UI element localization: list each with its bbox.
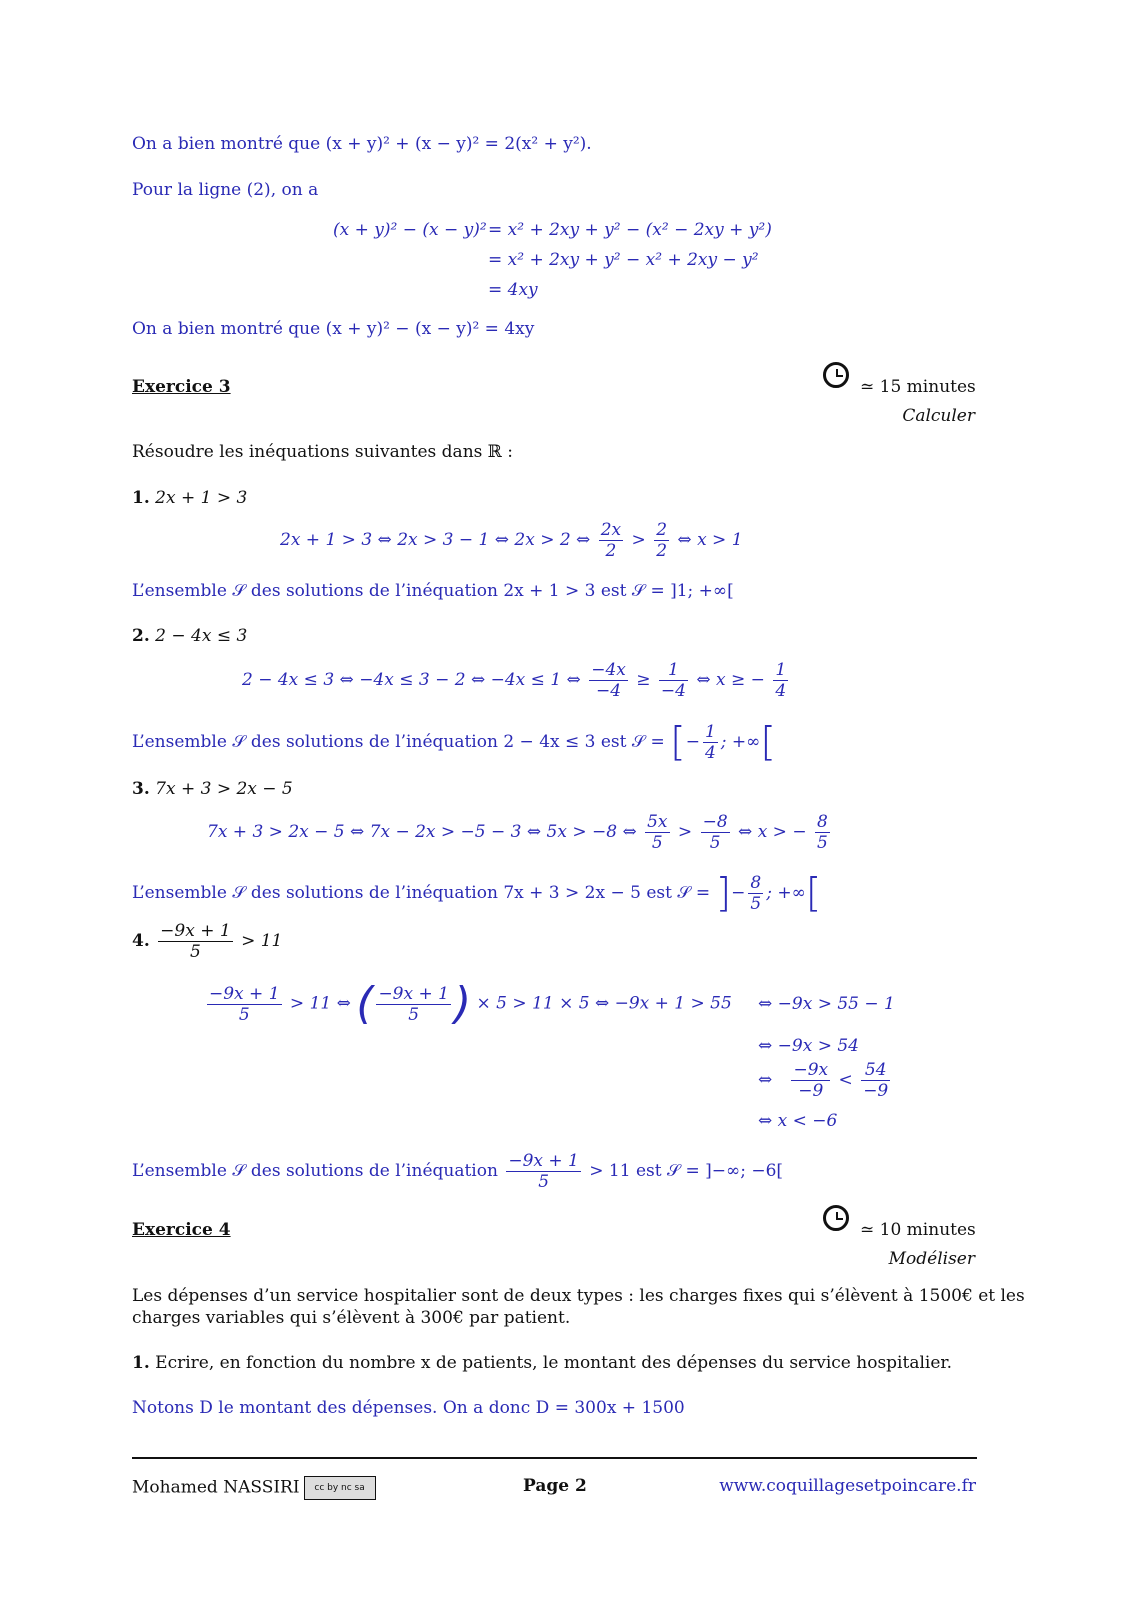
author-name: Mohamed NASSIRI (132, 1477, 300, 1498)
relation: > (631, 530, 646, 550)
exercise-3-statement: Résoudre les inéquations suivantes dans ℝ : (132, 442, 514, 462)
question-number: 4. (132, 931, 150, 951)
clock-icon (823, 1205, 849, 1231)
left-parenthesis: ( (356, 978, 374, 1029)
intro-line-2: Pour la ligne (2), on a (132, 180, 319, 200)
exercise-4-skill: Modéliser (888, 1249, 975, 1269)
relation: ≥ (636, 670, 651, 690)
cc-license-icon: cc by nc sa (304, 1476, 376, 1500)
exercise-4-question-1 (132, 1353, 952, 1373)
q3-solution (132, 870, 822, 917)
fraction: $\frac{8}{5}$ (816, 812, 828, 853)
question-3 (132, 779, 293, 799)
clock-icon (823, 362, 849, 388)
q4-line-2: ⇔ −9x > 54 (758, 1036, 859, 1056)
exercise-4-statement-line-1: Les dépenses d’un service hospitalier sont de deux types : les charges fixes qui s’élèvent à 1500€ et les (132, 1286, 1025, 1306)
footer-rule (132, 1457, 977, 1459)
fraction: $\frac{8}{5}$ (750, 873, 762, 914)
align-row-3: = 4xy (488, 280, 538, 300)
q4-line-1 (204, 978, 732, 1029)
interval-bound: ; +∞ (720, 732, 761, 752)
chain-part: > 11 ⇔ (289, 993, 351, 1014)
question-number: 1. (132, 488, 150, 508)
q2-equivalence-chain (242, 660, 791, 701)
minus-sign: − (685, 732, 700, 752)
intro-line-1: On a bien montré que (x + y)² + (x − y)² = 2(x² + y²). (132, 134, 592, 154)
fraction: $\frac{-9x + 1}{5}$ (160, 921, 231, 962)
exercise-3-title: Exercice 3 (132, 377, 231, 397)
solution-text: L’ensemble 𝒮 des solutions de l’inéquation 2 − 4x ≤ 3 est 𝒮 = (132, 732, 665, 752)
exercise-4-answer-1: Notons D le montant des dépenses. On a donc D = 300x + 1500 (132, 1398, 685, 1418)
interval-bracket: [ (670, 719, 686, 766)
question-text: 7x + 3 > 2x − 5 (155, 779, 293, 799)
exercise-3-time: ≃ 15 minutes (860, 377, 976, 397)
interval-bracket: [ (805, 870, 822, 917)
q3-equivalence-chain (207, 812, 833, 853)
fraction: $\frac{-8}{5}$ (702, 812, 728, 853)
relation: > (677, 822, 693, 842)
fraction: $\frac{-9x}{-9}$ (793, 1060, 829, 1101)
question-number: 1. (132, 1353, 150, 1373)
q4-line-4: ⇔ x < −6 (758, 1111, 838, 1131)
chain-part: 2x + 1 > 3 ⇔ 2x > 3 − 1 ⇔ 2x > 2 ⇔ (280, 530, 591, 550)
question-number: 2. (132, 626, 150, 646)
chain-part: 2 − 4x ≤ 3 ⇔ −4x ≤ 3 − 2 ⇔ −4x ≤ 1 ⇔ (242, 670, 581, 690)
q2-solution (132, 719, 776, 766)
question-text: Ecrire, en fonction du nombre x de patients, le montant des dépenses du service hospitalier. (155, 1353, 953, 1373)
fraction: $\frac{1}{4}$ (775, 660, 787, 701)
fraction: $\frac{1}{4}$ (704, 722, 716, 763)
align-row-1: = x² + 2xy + y² − (x² − 2xy + y²) (488, 220, 772, 240)
intro-line-3: On a bien montré que (x + y)² − (x − y)² = 4xy (132, 319, 535, 339)
chain-part: ⇔ x > − (738, 822, 807, 842)
solution-text: L’ensemble 𝒮 des solutions de l’inéquation (132, 1161, 498, 1181)
question-text: 2 − 4x ≤ 3 (155, 626, 248, 646)
q4-line-1-end: ⇔ −9x > 55 − 1 (758, 994, 895, 1014)
interval-bracket: [ (760, 719, 776, 766)
fraction: $\frac{-4x}{-4}$ (591, 660, 626, 701)
footer-website-link[interactable]: www.coquillagesetpoincare.fr (719, 1476, 976, 1496)
chain-part: × 5 > 11 × 5 ⇔ −9x + 1 > 55 (476, 993, 732, 1014)
exercise-4-title: Exercice 4 (132, 1220, 231, 1240)
align-row-2: = x² + 2xy + y² − x² + 2xy − y² (488, 250, 759, 270)
fraction: $\frac{1}{-4}$ (660, 660, 686, 701)
align-lhs: (x + y)² − (x − y)² (333, 220, 487, 240)
fraction: $\frac{2}{2}$ (656, 520, 668, 561)
interval-bracket: ] (715, 870, 732, 917)
fraction: $\frac{5x}{5}$ (647, 812, 668, 853)
question-number: 3. (132, 779, 150, 799)
fraction: $\frac{-9x + 1}{5}$ (378, 983, 449, 1025)
q1-solution: L’ensemble 𝒮 des solutions de l’inéquation 2x + 1 > 3 est 𝒮 = ]1; +∞[ (132, 581, 734, 601)
q4-solution (132, 1151, 783, 1192)
question-text: > 11 (241, 931, 283, 951)
q4-line-3 (758, 1060, 893, 1101)
footer-author (132, 1476, 376, 1500)
q1-equivalence-chain (280, 520, 743, 561)
fraction: $\frac{54}{-9}$ (863, 1060, 889, 1101)
fraction: $\frac{-9x + 1}{5}$ (508, 1151, 579, 1192)
chain-part: 7x + 3 > 2x − 5 ⇔ 7x − 2x > −5 − 3 ⇔ 5x > −8 ⇔ (207, 822, 637, 842)
page-number: Page 2 (523, 1476, 587, 1496)
exercise-4-time: ≃ 10 minutes (860, 1220, 976, 1240)
interval-bound: ; +∞ (766, 883, 806, 903)
equivalence-arrow: ⇔ (758, 1070, 773, 1090)
fraction: $\frac{-9x + 1}{5}$ (209, 983, 280, 1025)
chain-part: ⇔ x ≥ − (696, 670, 765, 690)
exercise-3-skill: Calculer (902, 406, 975, 426)
minus-sign: − (731, 883, 746, 903)
chain-part: ⇔ x > 1 (677, 530, 743, 550)
right-parenthesis: ) (453, 978, 472, 1029)
question-4 (132, 921, 282, 962)
solution-text: L’ensemble 𝒮 des solutions de l’inéquation 7x + 3 > 2x − 5 est 𝒮 = (132, 883, 711, 903)
fraction: $\frac{2x}{2}$ (600, 520, 622, 561)
question-2 (132, 626, 247, 646)
question-text: 2x + 1 > 3 (155, 488, 248, 508)
exercise-4-statement-line-2: charges variables qui s’élèvent à 300€ par patient. (132, 1308, 571, 1328)
relation: < (838, 1070, 853, 1090)
solution-text: > 11 est 𝒮 = ]−∞; −6[ (589, 1161, 784, 1181)
question-1 (132, 488, 247, 508)
